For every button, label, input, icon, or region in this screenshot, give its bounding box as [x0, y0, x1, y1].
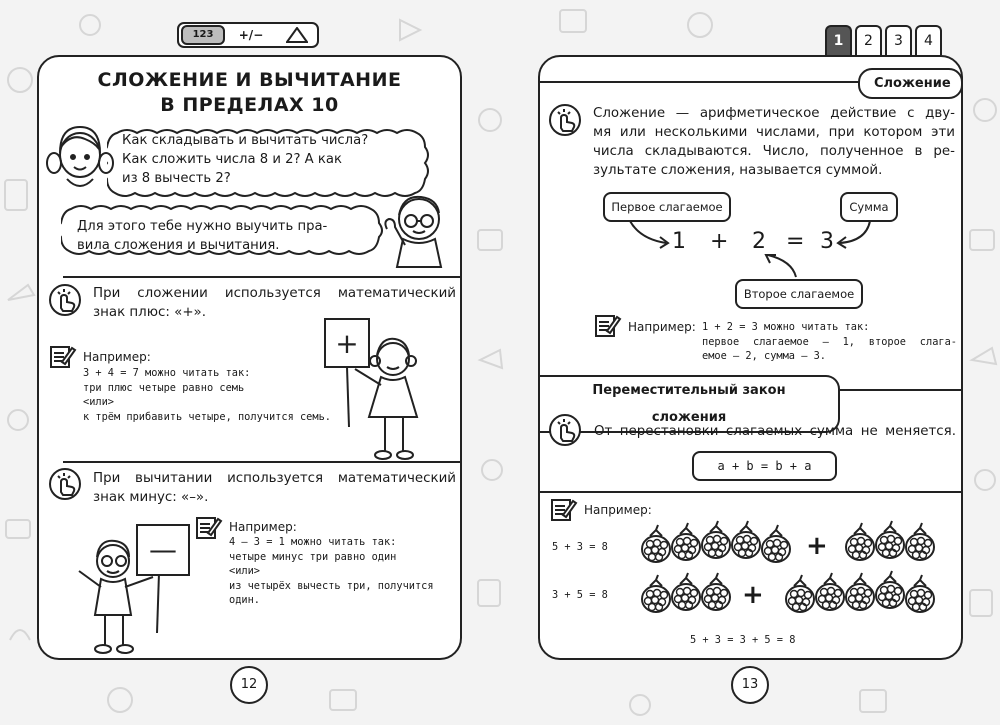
right-page — [538, 55, 963, 660]
left-page — [37, 55, 462, 660]
divider — [540, 81, 860, 83]
answer-text: Для этого тебе нужно выучить пра- вила сложения и вычитания. — [77, 219, 328, 253]
page-title-line2: В ПРЕДЕЛАХ 10 — [160, 94, 339, 116]
pointer-hand-icon — [49, 468, 81, 500]
law-text: От перестановки слагаемых сумма не меняется. — [594, 424, 956, 439]
divider — [63, 461, 462, 463]
shapes-tab[interactable] — [277, 24, 317, 46]
example-plus-label: Например: — [83, 350, 151, 364]
notepad-pencil-icon — [594, 313, 622, 339]
plus-minus-tab[interactable]: +/− — [238, 28, 264, 42]
triangle-icon — [286, 27, 308, 43]
page-tab-3[interactable]: 3 — [885, 25, 912, 55]
notepad-pencil-icon — [49, 344, 77, 370]
equation-plus: + — [710, 229, 729, 254]
equation-term-2: 2 — [752, 229, 766, 254]
equation-term-1: 1 — [672, 229, 686, 254]
boy-glasses-avatar — [377, 189, 457, 271]
page-tab-1[interactable]: 1 — [825, 25, 852, 55]
row1-second-group — [846, 521, 934, 560]
pointer-hand-icon — [49, 284, 81, 316]
pointer-hand-icon — [549, 414, 581, 446]
page-number-left: 12 — [230, 666, 268, 704]
example-minus-label: Например: — [229, 520, 297, 534]
divider — [63, 276, 462, 278]
row2-equation: 3 + 5 = 8 — [552, 589, 608, 601]
row2-second-group — [786, 571, 934, 612]
equation-sum: 3 — [820, 229, 834, 254]
minus-sign-text: — — [149, 533, 177, 566]
second-addend-label: Второе слагаемое — [735, 279, 863, 309]
pointer-hand-icon — [549, 104, 581, 136]
row2-first-group — [642, 573, 730, 612]
equation-equals: = — [786, 229, 805, 254]
final-equation: 5 + 3 = 3 + 5 = 8 — [690, 634, 796, 646]
section-tab-commutative-law: Переместительный закон сложения — [540, 375, 840, 433]
notepad-pencil-icon — [550, 497, 578, 523]
row2-plus-sign: + — [742, 580, 764, 610]
boy-with-minus-sign-illustration — [67, 521, 207, 657]
divider — [540, 491, 963, 493]
example-plus-text: 3 + 4 = 7 можно читать так: три плюс четыре равно семь <или> к трём прибавить четыре, получится семь. — [83, 367, 331, 423]
girl-with-plus-sign-illustration — [323, 315, 433, 463]
row1-first-group — [642, 521, 790, 562]
definition-text: Сложение — арифметическое действие с дву- мя или несколькими числами, при котором эти числа складываются. Число, полученное в ре- зультате сложения, называется суммой. — [593, 106, 955, 178]
row1-plus-sign: + — [806, 531, 828, 561]
page-tab-4[interactable]: 4 — [915, 25, 942, 55]
rule-minus-text: При вычитании используется математический знак минус: «–». — [93, 471, 456, 505]
equation — [672, 229, 842, 259]
first-addend-label: Первое слагаемое — [603, 192, 731, 222]
example2-label: Например: — [584, 503, 652, 517]
girl-avatar — [45, 117, 115, 195]
example1-text: 1 + 2 = 3 можно читать так: первое слагаемое — 1, второе слага- емое — 2, сумма — 3. — [702, 321, 957, 362]
example-minus-text: 4 – 3 = 1 можно читать так: четыре минус три равно один <или> из четырёх вычесть три, получится один. — [229, 536, 434, 606]
formula-box: a + b = b + a — [692, 451, 837, 481]
rule-plus-text: При сложении используется математический знак плюс: «+». — [93, 286, 456, 320]
topic-switcher — [177, 22, 319, 48]
sum-label: Сумма — [840, 192, 898, 222]
question-text: Как складывать и вычитать числа? Как сложить числа 8 и 2? А как из 8 вычесть 2? — [122, 133, 369, 186]
numbers-tab[interactable]: 123 — [181, 25, 225, 45]
plus-sign-text: + — [335, 327, 359, 360]
section-tab-addition: Сложение — [858, 68, 963, 99]
raspberries-illustration — [640, 517, 960, 632]
page-title-line1: СЛОЖЕНИЕ И ВЫЧИТАНИЕ — [97, 69, 402, 91]
example1-label: Например: — [628, 320, 696, 334]
page-number-right: 13 — [731, 666, 769, 704]
page-tab-2[interactable]: 2 — [855, 25, 882, 55]
row1-equation: 5 + 3 = 8 — [552, 541, 608, 553]
